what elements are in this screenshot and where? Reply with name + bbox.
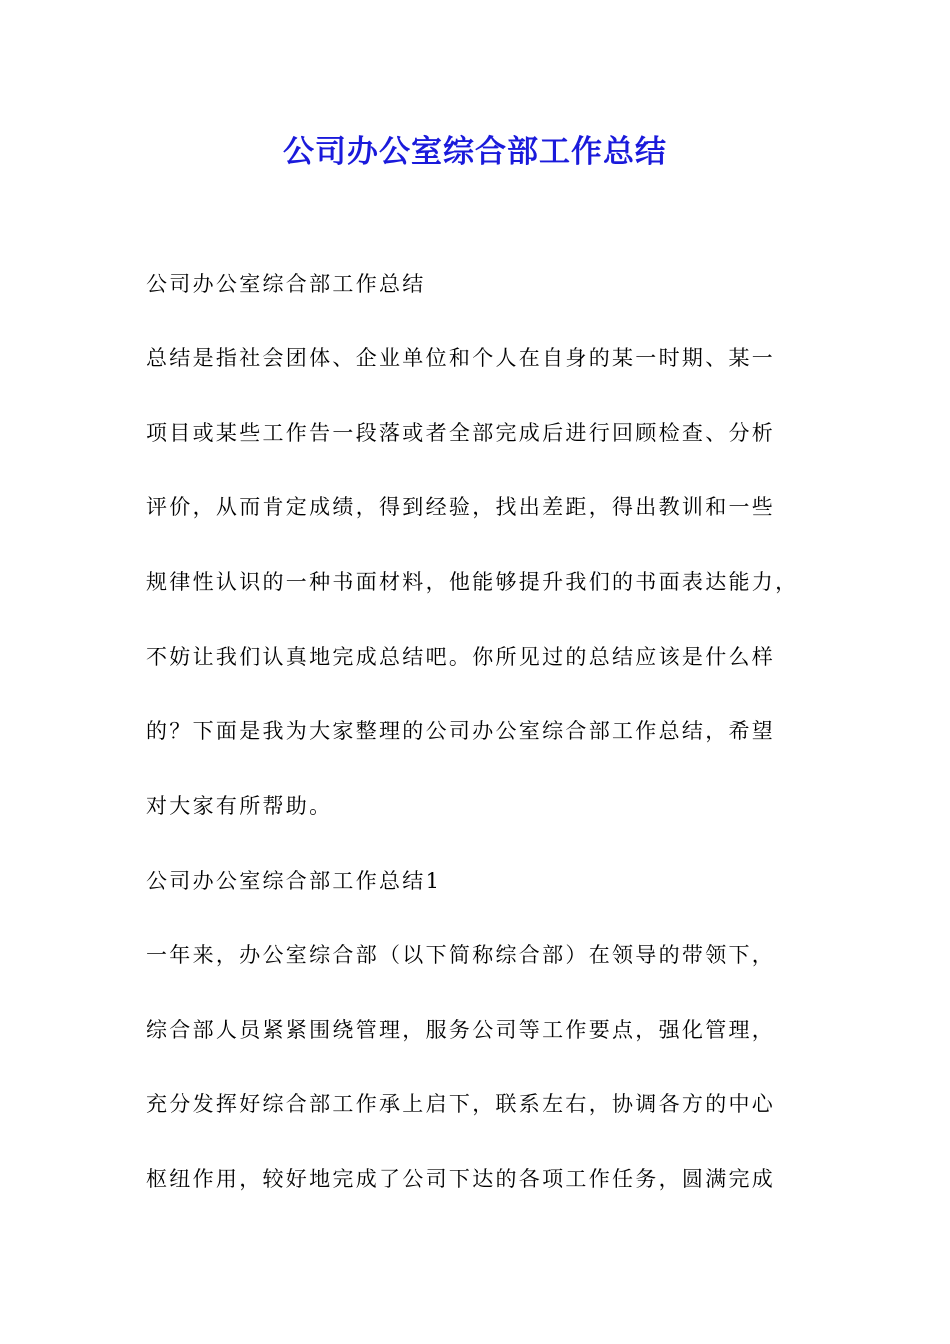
subtitle-line: 公司办公室综合部工作总结 xyxy=(146,272,426,296)
paragraph-line: 评价，从而肯定成绩，得到经验，找出差距，得出教训和一些 xyxy=(146,495,776,519)
paragraph-line: 充分发挥好综合部工作承上启下，联系左右，协调各方的中心 xyxy=(146,1092,776,1116)
paragraph-line: 对大家有所帮助。 xyxy=(146,794,333,818)
paragraph-line: 项目或某些工作告一段落或者全部完成后进行回顾检查、分析 xyxy=(146,421,776,445)
paragraph-line: 一年来，办公室综合部（以下简称综合部）在领导的带领下， xyxy=(146,943,776,967)
paragraph-line: 的？下面是我为大家整理的公司办公室综合部工作总结，希望 xyxy=(146,719,776,743)
paragraph-line: 不妨让我们认真地完成总结吧。你所见过的总结应该是什么样 xyxy=(146,645,776,669)
document-title: 公司办公室综合部工作总结 xyxy=(283,134,667,170)
paragraph-line: 规律性认识的一种书面材料，他能够提升我们的书面表达能力， xyxy=(146,570,799,594)
paragraph-line: 总结是指社会团体、企业单位和个人在自身的某一时期、某一 xyxy=(146,346,776,370)
paragraph-line: 枢纽作用，较好地完成了公司下达的各项工作任务，圆满完成 xyxy=(146,1167,776,1191)
paragraph-line: 综合部人员紧紧围绕管理，服务公司等工作要点，强化管理， xyxy=(146,1018,776,1042)
section-heading: 公司办公室综合部工作总结1 xyxy=(146,869,442,893)
